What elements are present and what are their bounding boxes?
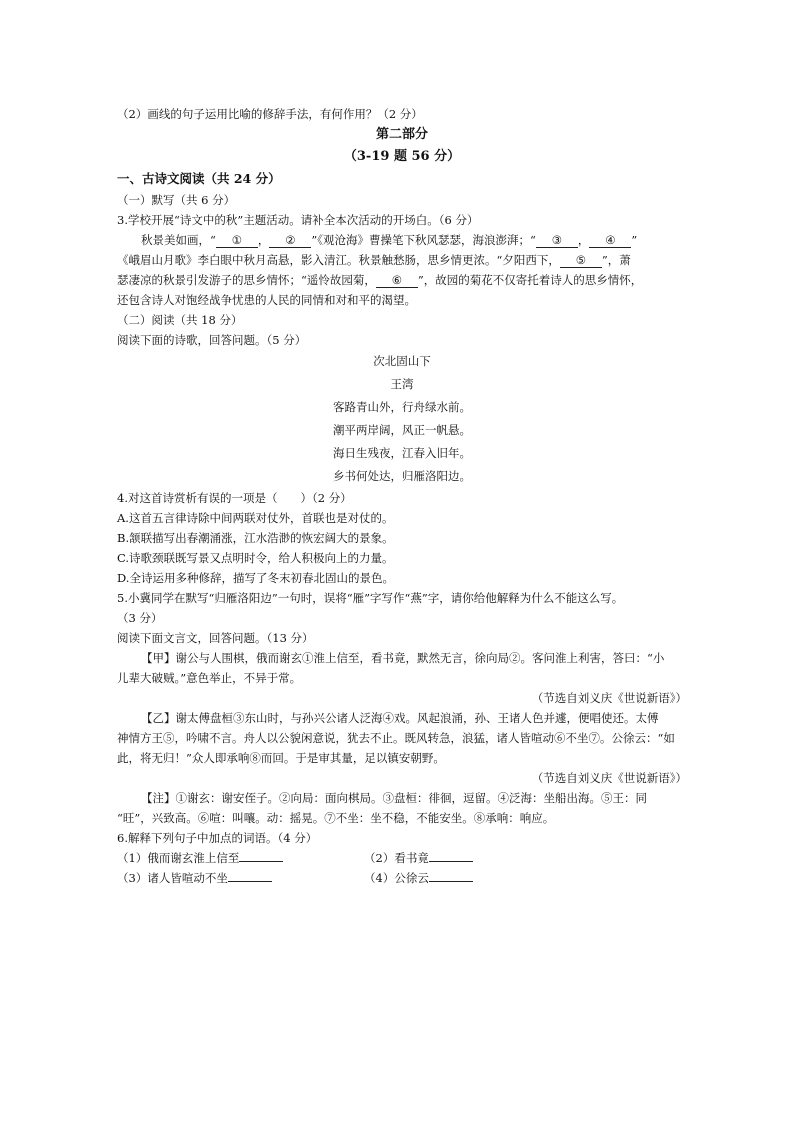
- question-6-item: （4）公徐云: [364, 868, 611, 888]
- poem-line: 潮平两岸阔，风正一帆悬。: [333, 423, 471, 437]
- exam-page: [117, 104, 687, 888]
- poem-line: 乡书何处达，归雁洛阳边。: [333, 469, 471, 483]
- section-heading: 一、古诗文阅读（共 24 分）: [117, 171, 281, 186]
- subsection-dictation: （一）默写（共 6 分）: [117, 193, 236, 207]
- question-3-line: 瑟凄凉的秋景引发游子的思乡情怀；“遥怜故园菊， ⑥ ”，故园的菊花不仅寄托着诗人的思乡情怀，: [117, 273, 643, 287]
- option-d: D.全诗运用多种修辞，描写了冬末初春北固山的景色。: [117, 571, 394, 585]
- answer-blank[interactable]: [228, 869, 272, 882]
- question-3-line: 还包含诗人对饱经战争忧患的人民的同情和对和平的渴望。: [117, 293, 416, 307]
- answer-blank[interactable]: [429, 849, 473, 862]
- question-6-item: （1）俄而谢玄淮上信至: [117, 848, 364, 868]
- question-3-line: 秋景美如画，“ ① ， ② ”《观沧海》曹操笔下秋风瑟瑟，海浪澎湃；“ ③ ， ④ ”: [141, 233, 638, 247]
- annotations: 【注】①谢玄：谢安侄子。②向局：面向棋局。③盘桓：徘徊，逗留。④泛海：坐船出海。⑤王：同: [141, 791, 647, 805]
- question-6-item: （2）看书竟: [364, 848, 611, 868]
- passage-jia: 【甲】谢公与人围棋，俄而谢玄①淮上信至，看书竟，默然无言，徐向局②。客问淮上利害，答曰：“小: [141, 651, 665, 665]
- option-b: B.颔联描写出春潮涌涨，江水浩渺的恢宏阔大的景象。: [117, 531, 394, 545]
- question-5-points: （3 分）: [117, 611, 163, 625]
- part-range: （3-19 题 56 分）: [343, 149, 461, 164]
- part-title: 第二部分: [375, 127, 428, 142]
- question-6-item: （3）诸人皆喧动不坐: [117, 868, 364, 888]
- option-a: A.这首五言律诗除中间两联对仗外，首联也是对仗的。: [117, 511, 394, 525]
- poem-line: 客路青山外，行舟绿水前。: [333, 400, 471, 414]
- question-6-items: [117, 848, 687, 868]
- option-c: C.诗歌颈联既写景又点明时令，给人积极向上的力量。: [117, 551, 394, 565]
- question-3-stem: 3.学校开展“诗文中的秋”主题活动。请补全本次活动的开场白。（6 分）: [117, 213, 479, 227]
- subsection-reading: （二）阅读（共 18 分）: [117, 313, 243, 327]
- passage-yi-source: （节选自刘义庆《世说新语》）: [531, 771, 687, 785]
- question-6-stem: 6.解释下列句子中加点的词语。（4 分）: [117, 831, 318, 845]
- poem-title: 次北固山下: [373, 354, 431, 368]
- poem-author: 王湾: [390, 377, 414, 391]
- prose-intro: 阅读下面文言文，回答问题。（13 分）: [117, 631, 314, 645]
- answer-blank[interactable]: [239, 849, 283, 862]
- poem-intro: 阅读下面的诗歌，回答问题。（5 分）: [117, 333, 307, 347]
- blank-1[interactable]: ①: [216, 233, 258, 248]
- passage-yi: 神情方王⑤，吟啸不言。舟人以公貌闲意说，犹去不止。既风转急，浪猛，诸人皆喧动⑥不坐⑦。公徐云：“如: [117, 731, 675, 745]
- passage-yi: 【乙】谢太傅盘桓③东山时，与孙兴公诸人泛海④戏。风起浪涌，孙、王诸人色并遽，便唱使还。太傅: [141, 711, 659, 725]
- question-5: 5.小冀同学在默写“归雁洛阳边”一句时，误将“雁”字写作“燕”字，请你给他解释为什么不能这么写。: [117, 591, 624, 605]
- blank-3[interactable]: ③: [536, 233, 578, 248]
- blank-2[interactable]: ②: [269, 233, 311, 248]
- poem-line: 海日生残夜，江春入旧年。: [333, 446, 471, 460]
- question-4-stem: 4.对这首诗赏析有误的一项是（ ）（2 分）: [117, 491, 352, 505]
- answer-blank[interactable]: [429, 869, 473, 882]
- question-3-line: 《峨眉山月歌》李白眼中秋月高悬，影入清江。秋景触愁肠，思乡情更浓。“夕阳西下， ⑤ ”，萧: [117, 253, 631, 267]
- blank-4[interactable]: ④: [589, 233, 631, 248]
- poem: [117, 350, 687, 488]
- passage-yi: 此，将无归！”众人即承响⑧而回。于是审其量，足以镇安朝野。: [117, 751, 445, 765]
- blank-5[interactable]: ⑤: [560, 253, 602, 268]
- blank-6[interactable]: ⑥: [376, 273, 418, 288]
- passage-jia: 儿辈大破贼。”意色举止，不异于常。: [117, 671, 302, 685]
- question-6-items: [117, 868, 687, 888]
- passage-jia-source: （节选自刘义庆《世说新语》）: [531, 691, 687, 705]
- question-2: （2）画线的句子运用比喻的修辞手法，有何作用？（2 分）: [117, 107, 423, 121]
- annotations: “旺”，兴致高。⑥喧：叫嚷。动：摇晃。⑦不坐：坐不稳，不能安坐。⑧承响：响应。: [117, 811, 555, 825]
